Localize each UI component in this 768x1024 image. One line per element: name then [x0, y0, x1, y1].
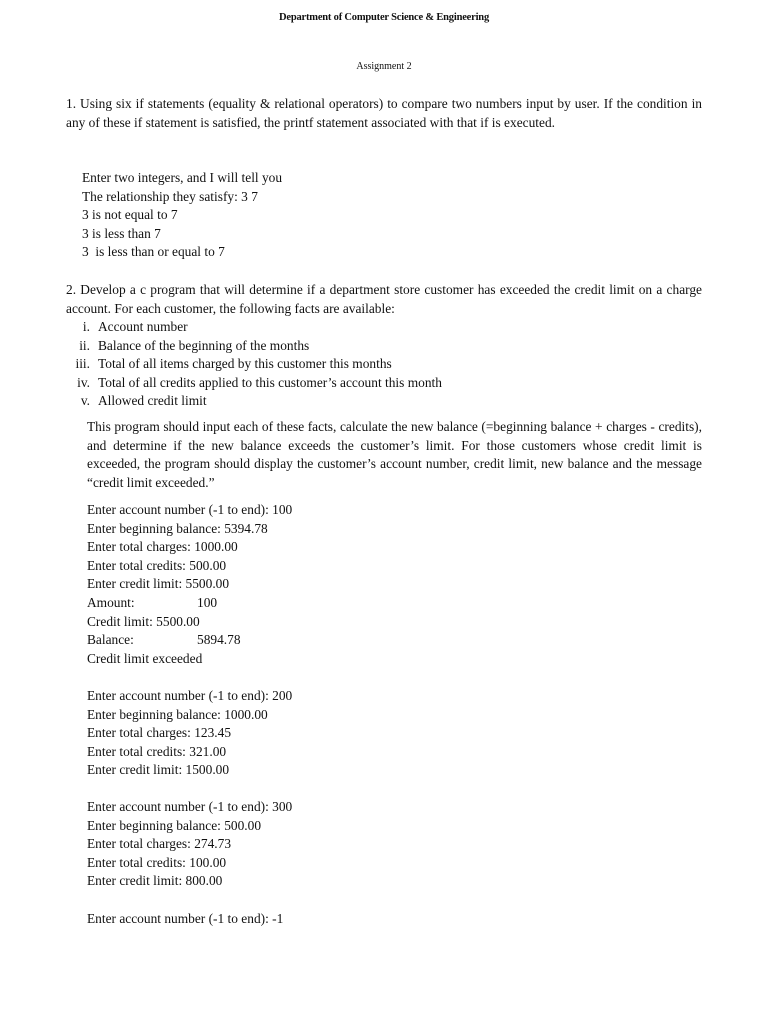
- output-line: Enter credit limit: 800.00: [87, 873, 223, 889]
- amount-line: [87, 594, 292, 613]
- output-line: Enter credit limit: 1500.00: [87, 762, 230, 778]
- question-1-sample-output: [82, 169, 282, 262]
- output-line: Enter beginning balance: 500.00: [87, 817, 262, 833]
- output-line: 3 is less than or equal to 7: [82, 244, 225, 260]
- credit-limit-line: Credit limit: 5500.00: [87, 613, 200, 629]
- output-line: 3 is not equal to 7: [82, 207, 178, 223]
- output-line: The relationship they satisfy: 3 7: [82, 188, 258, 204]
- output-line: Enter total credits: 500.00: [87, 557, 227, 573]
- exceeded-message: Credit limit exceeded: [87, 650, 203, 666]
- list-label: Total of all items charged by this customer this months: [98, 356, 392, 372]
- output-line: Enter total charges: 123.45: [87, 725, 232, 741]
- program-instructions: This program should input each of these facts, calculate the new balance (=beginning balance + charges - credits), and determine if the new balance exceeds the customer’s limit. For those customers whose credit limit is exceeded, the program should display the customer’s account number, credit limit, new balance and the message “credit limit exceeded.”: [87, 419, 702, 490]
- list-number: v.: [80, 393, 90, 409]
- list-number: iii.: [75, 356, 90, 372]
- output-line: Enter beginning balance: 1000.00: [87, 706, 268, 722]
- customer-facts-list: [64, 318, 442, 411]
- list-item: [64, 355, 392, 374]
- output-line: Enter total credits: 100.00: [87, 854, 227, 870]
- balance-value: 5894.78: [197, 632, 241, 648]
- output-line: Enter two integers, and I will tell you: [82, 170, 283, 185]
- amount-value: 100: [197, 594, 218, 610]
- output-line: 3 is less than 7: [82, 225, 161, 241]
- list-label: Account number: [98, 319, 188, 334]
- output-line: Enter account number (-1 to end): 300: [87, 799, 293, 814]
- list-item: [64, 337, 310, 356]
- department-heading: Department of Computer Science & Engineering: [278, 12, 489, 23]
- list-item: [64, 318, 188, 337]
- list-number: i.: [82, 319, 90, 334]
- list-label: Balance of the beginning of the months: [98, 337, 310, 353]
- sample-run-end: [87, 910, 283, 929]
- list-label: Total of all credits applied to this customer’s account this month: [98, 374, 442, 390]
- assignment-title: Assignment 2: [356, 61, 412, 72]
- sample-run-3: [87, 798, 292, 891]
- balance-label: Balance:: [87, 632, 134, 648]
- sample-run-1: [87, 501, 292, 668]
- amount-label: Amount:: [87, 594, 135, 610]
- question-2-text: 2. Develop a c program that will determine if a department store customer has exceeded the credit limit on a charge account. For each customer, the following facts are available:: [66, 282, 702, 316]
- list-number: ii.: [79, 337, 90, 353]
- output-line: Enter total charges: 1000.00: [87, 539, 238, 555]
- sample-run-2: [87, 687, 292, 780]
- output-line: Enter credit limit: 5500.00: [87, 576, 230, 592]
- output-line: Enter total credits: 321.00: [87, 743, 227, 759]
- output-line: Enter account number (-1 to end): 100: [87, 502, 293, 517]
- question-1-text: 1. Using six if statements (equality & relational operators) to compare two numbers input by user. If the condition in any of these if statement is satisfied, the printf statement associated with that if is executed.: [66, 96, 702, 130]
- list-item: [64, 374, 442, 393]
- list-item: [64, 392, 207, 411]
- output-line: Enter total charges: 274.73: [87, 836, 232, 852]
- output-line: Enter account number (-1 to end): -1: [87, 911, 284, 926]
- output-line: Enter account number (-1 to end): 200: [87, 688, 293, 703]
- balance-line: [87, 631, 292, 650]
- output-line: Enter beginning balance: 5394.78: [87, 520, 268, 536]
- list-label: Allowed credit limit: [98, 393, 207, 409]
- list-number: iv.: [77, 374, 90, 390]
